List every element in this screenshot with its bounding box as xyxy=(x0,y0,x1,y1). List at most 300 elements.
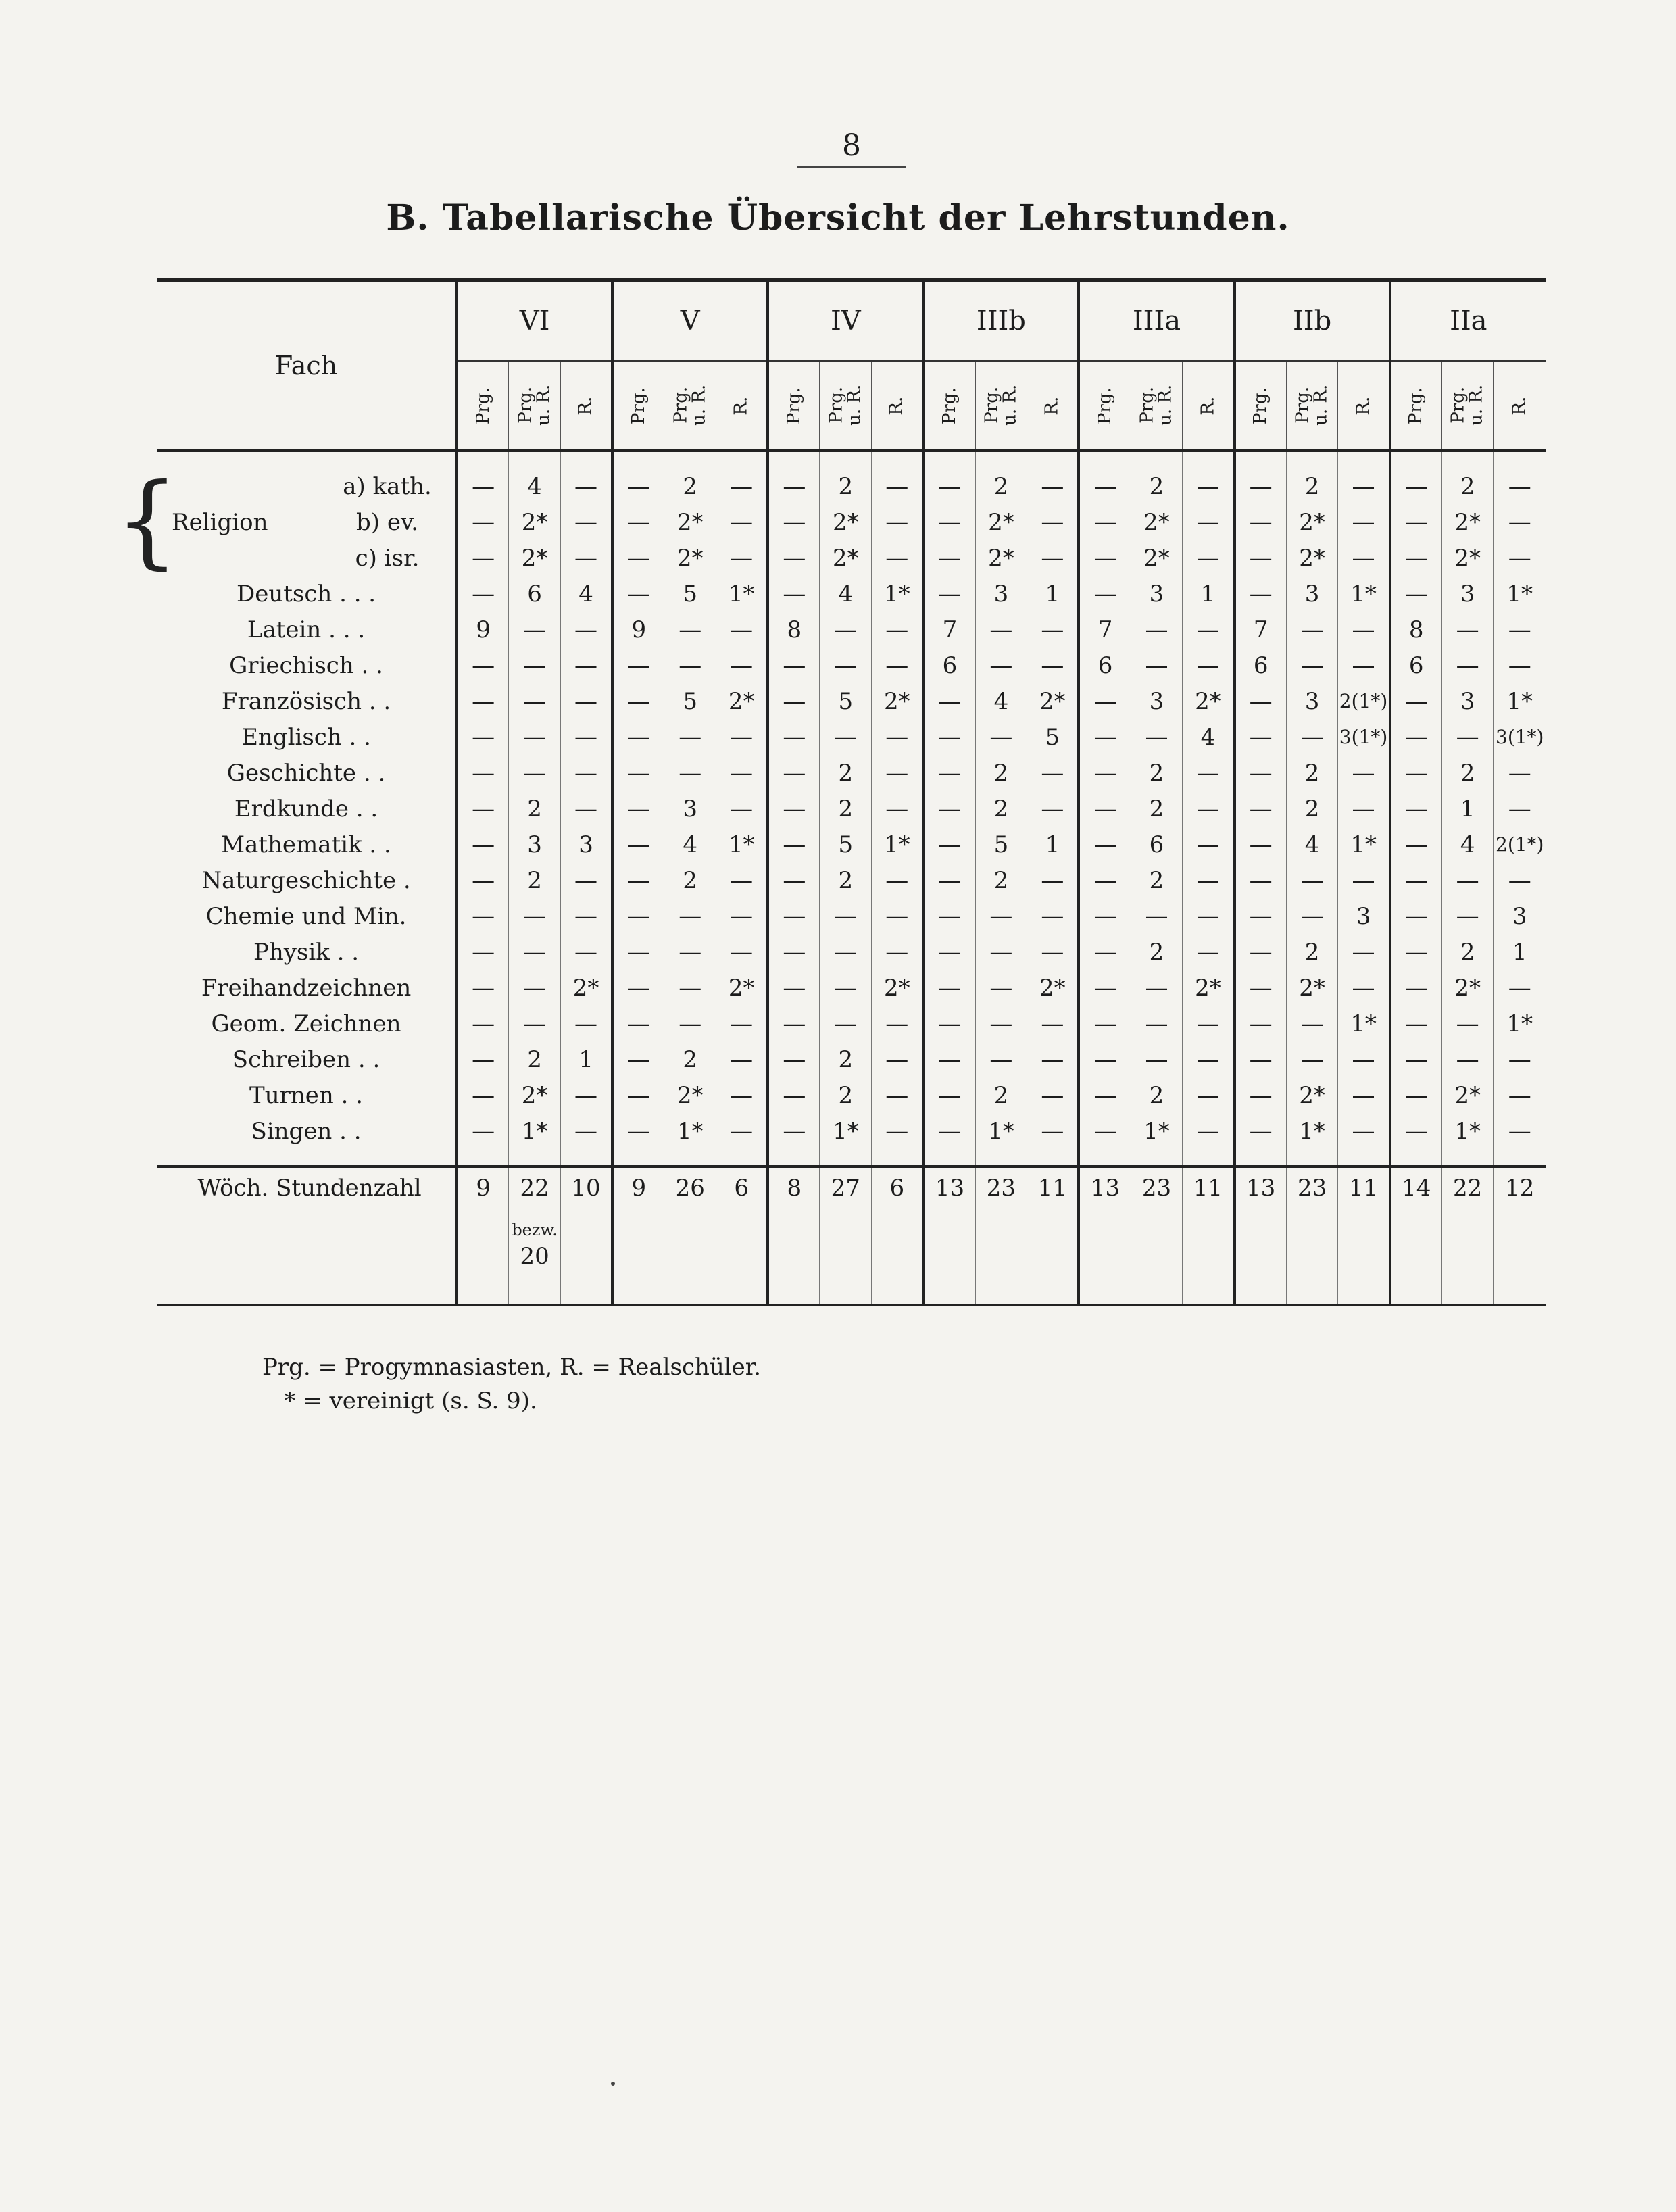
value-cell: — xyxy=(560,683,612,719)
value-cell: 2 xyxy=(1131,468,1183,504)
bottom-pad-cell xyxy=(1286,1283,1338,1306)
value-cell: — xyxy=(975,1006,1027,1041)
value-cell: 2* xyxy=(872,970,924,1006)
value-cell: — xyxy=(1390,862,1442,898)
value-cell: — xyxy=(768,647,820,683)
value-cell: — xyxy=(1441,719,1494,755)
value-cell: — xyxy=(457,791,509,827)
value-cell: — xyxy=(560,1113,612,1149)
value-cell: — xyxy=(1183,1113,1235,1149)
value-cell: — xyxy=(1390,540,1442,576)
subject-text: Turnen . . xyxy=(249,1081,364,1109)
value-cell: — xyxy=(923,576,975,612)
bottom-pad-cell xyxy=(1494,1283,1546,1306)
totals-alt-cell xyxy=(1235,1208,1287,1283)
subject-label xyxy=(157,1006,457,1041)
value-cell: 3 xyxy=(1131,576,1183,612)
value-cell: — xyxy=(1079,540,1131,576)
subject-text: b) ev. xyxy=(356,508,418,536)
value-cell: 1* xyxy=(820,1113,872,1149)
bottom-pad-cell xyxy=(716,1283,768,1306)
page-mark xyxy=(611,2082,615,2086)
total-cell: 26 xyxy=(664,1166,716,1208)
value-cell: — xyxy=(872,1006,924,1041)
value-cell: 2* xyxy=(716,683,768,719)
spacer-cell xyxy=(1131,1149,1183,1166)
value-cell: — xyxy=(716,755,768,791)
value-cell: — xyxy=(768,1113,820,1149)
value-cell: 5 xyxy=(664,576,716,612)
value-cell: — xyxy=(1079,576,1131,612)
spacer-cell xyxy=(560,1149,612,1166)
value-cell: — xyxy=(1338,1077,1390,1113)
value-cell: — xyxy=(509,612,561,647)
totals-alt-cell xyxy=(975,1208,1027,1283)
value-cell: — xyxy=(1027,647,1079,683)
lesson-table xyxy=(157,278,1546,1306)
value-cell: — xyxy=(664,970,716,1006)
value-cell: — xyxy=(1235,540,1287,576)
value-cell: — xyxy=(1338,504,1390,540)
value-cell: — xyxy=(1235,862,1287,898)
spacer-cell xyxy=(716,1149,768,1166)
value-cell: — xyxy=(612,755,664,791)
bottom-pad-cell xyxy=(768,1283,820,1306)
value-cell: — xyxy=(716,862,768,898)
value-cell: — xyxy=(923,1077,975,1113)
subject-text: Deutsch . . . xyxy=(236,580,376,608)
spacer-cell xyxy=(457,451,509,468)
value-cell: 2 xyxy=(664,862,716,898)
sub-column-label: Prg. xyxy=(1094,387,1115,425)
totals-alt-cell xyxy=(509,1208,561,1283)
value-cell: 3 xyxy=(1338,898,1390,934)
totals-alt-cell xyxy=(1131,1208,1183,1283)
value-cell: 1* xyxy=(1494,683,1546,719)
value-cell: — xyxy=(664,612,716,647)
value-cell: — xyxy=(1441,898,1494,934)
subject-label xyxy=(157,504,457,540)
value-cell: — xyxy=(457,647,509,683)
value-cell: — xyxy=(1494,1041,1546,1077)
sub-column-header xyxy=(975,361,1027,451)
value-cell: 7 xyxy=(923,612,975,647)
sub-column-header xyxy=(1338,361,1390,451)
value-cell: — xyxy=(1183,468,1235,504)
sub-column-label: Prg. u. R. xyxy=(981,385,1020,426)
value-cell: — xyxy=(716,647,768,683)
sub-column-label: Prg. u. R. xyxy=(826,385,865,426)
value-cell: 2 xyxy=(509,862,561,898)
value-cell: — xyxy=(1494,862,1546,898)
value-cell: 2 xyxy=(664,468,716,504)
value-cell: — xyxy=(1235,683,1287,719)
value-cell: — xyxy=(509,1006,561,1041)
spacer-cell xyxy=(1494,1149,1546,1166)
value-cell: 2* xyxy=(1183,970,1235,1006)
value-cell: — xyxy=(716,1113,768,1149)
value-cell: — xyxy=(1079,719,1131,755)
sub-column-header xyxy=(612,361,664,451)
subject-label xyxy=(157,683,457,719)
value-cell: — xyxy=(820,1006,872,1041)
sub-column-header xyxy=(1441,361,1494,451)
value-cell: — xyxy=(1235,791,1287,827)
value-cell: — xyxy=(1131,719,1183,755)
spacer-cell xyxy=(923,1149,975,1166)
spacer-cell xyxy=(1390,1149,1442,1166)
value-cell: — xyxy=(612,719,664,755)
total-cell: 23 xyxy=(975,1166,1027,1208)
class-header-row xyxy=(157,280,1546,362)
value-cell: 2* xyxy=(509,504,561,540)
table-row xyxy=(157,1041,1546,1077)
totals-alt-cell xyxy=(1494,1208,1546,1283)
value-cell: — xyxy=(1131,898,1183,934)
totals-alt-cell xyxy=(1441,1208,1494,1283)
value-cell: — xyxy=(1183,647,1235,683)
sub-column-label: R. xyxy=(731,396,751,416)
subject-text: Schreiben . . xyxy=(232,1046,380,1073)
value-cell: 3 xyxy=(1286,576,1338,612)
totals-alt-value: 20 xyxy=(520,1242,549,1270)
spacer-cell xyxy=(1235,1149,1287,1166)
table-row xyxy=(157,791,1546,827)
value-cell: — xyxy=(1027,1113,1079,1149)
bottom-pad-cell xyxy=(1183,1283,1235,1306)
bottom-pad-cell xyxy=(1079,1283,1131,1306)
value-cell: — xyxy=(1183,898,1235,934)
value-cell: 1* xyxy=(1338,576,1390,612)
lesson-table-container xyxy=(157,278,1546,1292)
subject-text: Latein . . . xyxy=(247,616,366,643)
value-cell: 2* xyxy=(509,540,561,576)
totals-alt-cell xyxy=(560,1208,612,1283)
value-cell: — xyxy=(1131,647,1183,683)
spacer-row xyxy=(157,1149,1546,1166)
spacer-cell xyxy=(975,1149,1027,1166)
spacer-cell xyxy=(1286,1149,1338,1166)
value-cell: — xyxy=(1286,719,1338,755)
totals-alt-cell xyxy=(1390,1208,1442,1283)
value-cell: — xyxy=(1494,647,1546,683)
value-cell: — xyxy=(1235,719,1287,755)
sub-column-header xyxy=(457,361,509,451)
sub-column-header xyxy=(768,361,820,451)
value-cell: — xyxy=(560,612,612,647)
totals-alt-cell xyxy=(820,1208,872,1283)
spacer-row xyxy=(157,451,1546,468)
value-cell: 7 xyxy=(1079,612,1131,647)
value-cell: — xyxy=(1494,1113,1546,1149)
value-cell: — xyxy=(768,791,820,827)
value-cell: — xyxy=(1079,1041,1131,1077)
sub-column-label: R. xyxy=(886,396,907,416)
value-cell: 1* xyxy=(509,1113,561,1149)
value-cell: — xyxy=(612,1006,664,1041)
value-cell: — xyxy=(1390,755,1442,791)
spacer-cell xyxy=(1235,451,1287,468)
subject-text: a) kath. xyxy=(343,472,432,500)
value-cell: — xyxy=(1286,1006,1338,1041)
sub-column-header xyxy=(664,361,716,451)
value-cell: — xyxy=(1027,468,1079,504)
value-cell: — xyxy=(820,647,872,683)
subject-label xyxy=(157,719,457,755)
value-cell: — xyxy=(1027,862,1079,898)
spacer-cell xyxy=(1286,451,1338,468)
bottom-pad-cell xyxy=(872,1283,924,1306)
value-cell: — xyxy=(1286,1041,1338,1077)
value-cell: — xyxy=(457,862,509,898)
value-cell: — xyxy=(457,1041,509,1077)
value-cell: 2 xyxy=(664,1041,716,1077)
value-cell: — xyxy=(612,862,664,898)
subject-text: Freihandzeichnen xyxy=(201,974,412,1002)
value-cell: 2* xyxy=(1131,504,1183,540)
value-cell: — xyxy=(923,791,975,827)
value-cell: — xyxy=(716,612,768,647)
value-cell: — xyxy=(560,540,612,576)
value-cell: — xyxy=(612,647,664,683)
value-cell: — xyxy=(1079,970,1131,1006)
value-cell: — xyxy=(1183,1006,1235,1041)
value-cell: 1* xyxy=(1494,1006,1546,1041)
value-cell: — xyxy=(923,504,975,540)
value-cell: — xyxy=(820,719,872,755)
value-cell: — xyxy=(1183,862,1235,898)
value-cell: — xyxy=(768,576,820,612)
table-row xyxy=(157,1077,1546,1113)
sub-column-label: Prg. u. R. xyxy=(514,385,554,426)
spacer-cell xyxy=(1494,451,1546,468)
value-cell: — xyxy=(1390,898,1442,934)
value-cell: — xyxy=(560,1006,612,1041)
value-cell: 4 xyxy=(820,576,872,612)
value-cell: — xyxy=(1494,612,1546,647)
value-cell: — xyxy=(664,755,716,791)
value-cell: — xyxy=(1079,791,1131,827)
value-cell: — xyxy=(1441,862,1494,898)
value-cell: 3 xyxy=(1494,898,1546,934)
value-cell: 2 xyxy=(1131,1077,1183,1113)
bottom-pad-cell xyxy=(157,1283,457,1306)
value-cell: 1* xyxy=(1286,1113,1338,1149)
page-number: 8 xyxy=(842,128,861,163)
totals-alt-cell xyxy=(612,1208,664,1283)
spacer-cell xyxy=(1338,451,1390,468)
bottom-pad-cell xyxy=(1235,1283,1287,1306)
value-cell: — xyxy=(1441,647,1494,683)
value-cell: — xyxy=(716,1041,768,1077)
value-cell: — xyxy=(716,791,768,827)
value-cell: — xyxy=(457,1113,509,1149)
sub-column-header xyxy=(509,361,561,451)
value-cell: — xyxy=(768,827,820,862)
value-cell: 1 xyxy=(1441,791,1494,827)
value-cell: — xyxy=(1235,755,1287,791)
value-cell: — xyxy=(768,934,820,970)
value-cell: 2 xyxy=(1131,934,1183,970)
value-cell: — xyxy=(509,898,561,934)
value-cell: — xyxy=(1131,970,1183,1006)
value-cell: — xyxy=(923,827,975,862)
value-cell: 2* xyxy=(1027,683,1079,719)
totals-alt-row xyxy=(157,1208,1546,1283)
value-cell: 2 xyxy=(509,791,561,827)
total-cell: 6 xyxy=(716,1166,768,1208)
table-row xyxy=(157,647,1546,683)
value-cell: — xyxy=(1441,1041,1494,1077)
value-cell: 2 xyxy=(1441,934,1494,970)
value-cell: — xyxy=(872,791,924,827)
value-cell: 2* xyxy=(820,540,872,576)
subject-text: c) isr. xyxy=(355,544,420,572)
value-cell: — xyxy=(1235,970,1287,1006)
value-cell: 1* xyxy=(664,1113,716,1149)
value-cell: 2 xyxy=(975,755,1027,791)
value-cell: 1* xyxy=(1494,576,1546,612)
value-cell: — xyxy=(1390,934,1442,970)
value-cell: — xyxy=(1390,791,1442,827)
subject-text: Singen . . xyxy=(251,1117,362,1145)
value-cell: — xyxy=(560,719,612,755)
spacer-cell xyxy=(1338,1149,1390,1166)
table-row xyxy=(157,504,1546,540)
value-cell: 2 xyxy=(975,1077,1027,1113)
totals-alt-cell xyxy=(768,1208,820,1283)
value-cell: 1* xyxy=(872,827,924,862)
value-cell: — xyxy=(975,934,1027,970)
value-cell: — xyxy=(975,647,1027,683)
total-cell: 8 xyxy=(768,1166,820,1208)
value-cell: — xyxy=(716,1077,768,1113)
value-cell: 2 xyxy=(1441,468,1494,504)
value-cell: — xyxy=(768,1006,820,1041)
value-cell: 3 xyxy=(509,827,561,862)
value-cell: — xyxy=(923,1006,975,1041)
sub-column-header xyxy=(1079,361,1131,451)
total-cell: 22 xyxy=(1441,1166,1494,1208)
spacer-cell xyxy=(1390,451,1442,468)
spacer-cell xyxy=(664,451,716,468)
spacer-cell xyxy=(768,1149,820,1166)
sub-column-label: Prg. u. R. xyxy=(670,385,710,426)
value-cell: 3 xyxy=(1131,683,1183,719)
value-cell: 6 xyxy=(1235,647,1287,683)
table-row xyxy=(157,934,1546,970)
value-cell: 2 xyxy=(1286,791,1338,827)
class-header: V xyxy=(612,280,768,362)
value-cell: — xyxy=(1441,1006,1494,1041)
legend-line: Prg. = Progymnasiasten, R. = Realschüler. xyxy=(262,1354,762,1381)
total-cell: 6 xyxy=(872,1166,924,1208)
value-cell: — xyxy=(872,934,924,970)
class-header: IV xyxy=(768,280,923,362)
totals-alt-cell xyxy=(1183,1208,1235,1283)
totals-alt-cell xyxy=(1079,1208,1131,1283)
sub-column-header xyxy=(1286,361,1338,451)
table-row xyxy=(157,970,1546,1006)
value-cell: — xyxy=(612,1113,664,1149)
sub-column-header xyxy=(872,361,924,451)
value-cell: 3 xyxy=(1441,683,1494,719)
value-cell: — xyxy=(612,1041,664,1077)
subject-label xyxy=(157,898,457,934)
value-cell: 6 xyxy=(923,647,975,683)
value-cell: — xyxy=(457,1006,509,1041)
value-cell: — xyxy=(560,862,612,898)
value-cell: — xyxy=(1390,683,1442,719)
totals-alt-cell xyxy=(457,1208,509,1283)
spacer-cell xyxy=(820,451,872,468)
subject-label xyxy=(157,970,457,1006)
spacer-cell xyxy=(975,451,1027,468)
bottom-pad-row xyxy=(157,1283,1546,1306)
value-cell: 2 xyxy=(1131,862,1183,898)
totals-alt-cell xyxy=(157,1208,457,1283)
total-cell: 13 xyxy=(1079,1166,1131,1208)
value-cell: — xyxy=(768,862,820,898)
value-cell: — xyxy=(1390,719,1442,755)
value-cell: 2* xyxy=(1441,540,1494,576)
spacer-cell xyxy=(923,451,975,468)
bottom-pad-cell xyxy=(1027,1283,1079,1306)
value-cell: — xyxy=(872,898,924,934)
total-cell: 22 xyxy=(509,1166,561,1208)
value-cell: 6 xyxy=(509,576,561,612)
value-cell: 2* xyxy=(1441,970,1494,1006)
value-cell: 1* xyxy=(716,827,768,862)
value-cell: — xyxy=(975,970,1027,1006)
value-cell: — xyxy=(1235,576,1287,612)
value-cell: 1 xyxy=(1027,576,1079,612)
value-cell: — xyxy=(560,755,612,791)
spacer-cell xyxy=(612,1149,664,1166)
value-cell: 2 xyxy=(1441,755,1494,791)
sub-column-header xyxy=(560,361,612,451)
value-cell: 2* xyxy=(664,504,716,540)
sub-column-header xyxy=(1235,361,1287,451)
spacer-cell xyxy=(872,451,924,468)
value-cell: 9 xyxy=(612,612,664,647)
value-cell: — xyxy=(457,1077,509,1113)
value-cell: — xyxy=(872,540,924,576)
spacer-cell xyxy=(1441,451,1494,468)
value-cell: — xyxy=(1027,898,1079,934)
bottom-pad-cell xyxy=(1131,1283,1183,1306)
value-cell: — xyxy=(1027,934,1079,970)
value-cell: 1 xyxy=(1183,576,1235,612)
value-cell: — xyxy=(1183,612,1235,647)
value-cell: — xyxy=(1441,612,1494,647)
table-row xyxy=(157,576,1546,612)
spacer-cell xyxy=(509,451,561,468)
value-cell: — xyxy=(975,719,1027,755)
value-cell: — xyxy=(1338,647,1390,683)
value-cell: — xyxy=(768,1077,820,1113)
value-cell: — xyxy=(872,755,924,791)
spacer-cell xyxy=(1079,451,1131,468)
sub-column-label: R. xyxy=(1041,396,1062,416)
value-cell: 8 xyxy=(1390,612,1442,647)
value-cell: — xyxy=(923,1113,975,1149)
value-cell: — xyxy=(1390,576,1442,612)
value-cell: — xyxy=(1079,1113,1131,1149)
value-cell: 4 xyxy=(1441,827,1494,862)
value-cell: — xyxy=(768,504,820,540)
value-cell: 2* xyxy=(1286,1077,1338,1113)
